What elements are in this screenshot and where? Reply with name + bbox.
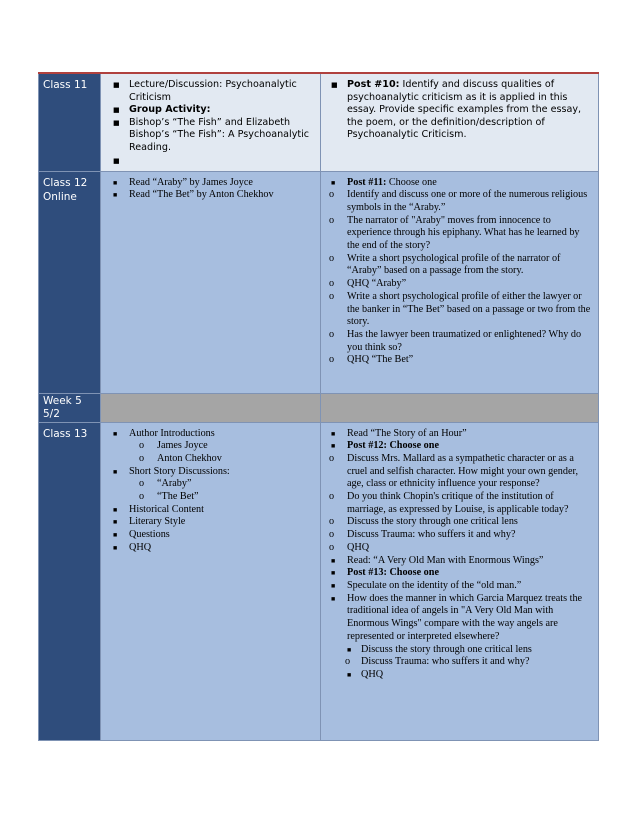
list-item [323, 453, 594, 491]
topics-cell [101, 422, 321, 740]
circle-bullet-icon: o [345, 656, 351, 668]
item-text: How does the manner in which Garcia Marquez treats the traditional idea of angels in "A Very Old Man with Enormous Wings" compare with the way angels are represented or interpreted elsewhere? [347, 592, 583, 642]
square-bullet-icon: ■ [113, 106, 120, 115]
list-item [105, 189, 316, 202]
item-text: Author Introductions [129, 427, 215, 439]
square-bullet-icon: ■ [331, 429, 336, 438]
list-item [323, 428, 594, 441]
square-bullet-icon: ■ [113, 518, 118, 527]
row-label: Class 12 Online [39, 171, 101, 393]
item-text: QHQ [347, 541, 370, 553]
list-item [323, 189, 594, 214]
list-item [105, 504, 316, 517]
list-item [323, 177, 594, 190]
list-item [323, 253, 594, 278]
item-text: QHQ [361, 668, 384, 680]
circle-bullet-icon: o [139, 452, 145, 464]
list-item [105, 529, 316, 542]
list-item [105, 466, 316, 479]
empty-cell [101, 393, 321, 422]
item-text: Do you think Chopin's critique of the institution of marriage, as expressed by Louise, is applicable today? [347, 491, 569, 515]
square-bullet-icon: ■ [113, 156, 120, 165]
list-item [323, 567, 594, 580]
item-text: Read “Araby” by James Joyce [129, 176, 253, 188]
item-text: Post #10: [347, 79, 400, 90]
square-bullet-icon: ■ [113, 505, 118, 514]
square-bullet-icon: ■ [331, 582, 336, 590]
list-item [323, 542, 594, 555]
item-text: James Joyce [157, 440, 208, 452]
item-text: “The Bet” [157, 491, 199, 503]
circle-bullet-icon: o [329, 541, 335, 553]
item-text: Short Story Discussions: [129, 465, 230, 477]
item-text: Write a short psychological profile of either the lawyer or the banker in “The Bet” based on a passage or two from the story. [347, 290, 591, 328]
item-text: Historical Content [129, 503, 204, 515]
topics-cell [101, 73, 321, 171]
circle-bullet-icon: o [329, 491, 335, 503]
list-item [323, 291, 594, 329]
square-bullet-icon: ■ [113, 178, 118, 187]
table-row-class-12 [39, 171, 599, 393]
row-label: Week 5 5/2 [39, 393, 101, 422]
square-bullet-icon: ■ [331, 594, 336, 603]
circle-bullet-icon: o [329, 329, 335, 340]
item-text: Discuss Trauma: who suffers it and why? [347, 529, 516, 541]
list-item [323, 491, 594, 516]
circle-bullet-icon: o [329, 452, 335, 464]
list-item [323, 79, 594, 142]
item-text: Literary Style [129, 516, 186, 528]
square-bullet-icon: ■ [113, 467, 118, 476]
list-item [105, 542, 316, 555]
list-item [323, 656, 594, 669]
circle-bullet-icon: o [329, 189, 335, 201]
table-row-class-11 [39, 73, 599, 171]
square-bullet-icon: ■ [331, 178, 336, 187]
item-text: Discuss the story through one critical lens [347, 516, 518, 528]
circle-bullet-icon: o [329, 278, 335, 290]
list-item [105, 478, 316, 491]
item-text: “Araby” [157, 478, 192, 490]
topics-cell [101, 171, 321, 393]
circle-bullet-icon: o [139, 478, 145, 490]
list-item [105, 79, 316, 104]
table-row-class-13 [39, 422, 599, 740]
assignment-cell [321, 422, 599, 740]
list-item [323, 593, 594, 644]
item-text: Discuss Mrs. Mallard as a sympathetic character or as a cruel and selfish character. How might your own gender, age, class or ethnicity influence your response? [347, 452, 578, 490]
item-text: QHQ “Araby” [347, 278, 407, 290]
square-bullet-icon: ■ [113, 543, 118, 552]
square-bullet-icon: ■ [113, 191, 118, 200]
item-text: Lecture/Discussion: Psychoanalytic Criticism [129, 79, 297, 103]
list-item [323, 516, 594, 529]
square-bullet-icon: ■ [347, 670, 352, 679]
item-text: Post #13: Choose one [347, 567, 439, 579]
item-text: Discuss Trauma: who suffers it and why? [361, 656, 530, 668]
assignment-cell [321, 73, 599, 171]
list-item [323, 644, 594, 657]
item-text: Read: “A Very Old Man with Enormous Wings” [347, 554, 544, 566]
item-text: The narrator of "Araby" moves from innocence to experience through his epiphany. What has he learned by the end of the story? [347, 214, 580, 252]
item-text: Questions [129, 529, 170, 541]
square-bullet-icon: ■ [113, 81, 120, 89]
item-text: Speculate on the identity of the “old man.” [347, 580, 522, 591]
circle-bullet-icon: o [139, 491, 145, 503]
list-item [323, 278, 594, 291]
item-text: Has the lawyer been traumatized or enlightened? Why do you think so? [347, 329, 582, 353]
row-label: Class 11 [39, 73, 101, 171]
circle-bullet-icon: o [329, 354, 335, 366]
circle-bullet-icon: o [329, 214, 335, 226]
item-text: Discuss the story through one critical lens [361, 643, 532, 655]
item-text: Read “The Story of an Hour” [347, 427, 467, 439]
schedule-table [38, 72, 599, 741]
list-item [323, 529, 594, 542]
list-item [323, 440, 594, 453]
table-row-week-5 [39, 393, 599, 422]
list-item [105, 491, 316, 504]
square-bullet-icon: ■ [347, 645, 352, 654]
item-text: Read “The Bet” by Anton Chekhov [129, 189, 274, 201]
list-item [105, 428, 316, 441]
square-bullet-icon: ■ [331, 442, 336, 451]
list-item [105, 117, 316, 155]
empty-cell [321, 393, 599, 422]
item-text: Post #11: [347, 176, 387, 188]
square-bullet-icon: ■ [113, 531, 118, 540]
assignment-cell [321, 171, 599, 393]
circle-bullet-icon: o [329, 529, 335, 541]
row-label: Class 13 [39, 422, 101, 740]
list-item [105, 155, 316, 167]
list-item [323, 329, 594, 354]
circle-bullet-icon: o [329, 516, 335, 528]
list-item [105, 440, 316, 453]
list-item [323, 215, 594, 253]
square-bullet-icon: ■ [331, 569, 336, 578]
item-text-rest: Choose one [386, 176, 437, 188]
square-bullet-icon: ■ [331, 556, 336, 565]
item-text: Identify and discuss one or more of the numerous religious symbols in the “Araby.” [347, 189, 588, 213]
list-item [323, 669, 594, 682]
item-text: Bishop’s “The Fish” and Elizabeth Bishop’s “The Fish”: A Psychoanalytic Reading. [129, 116, 310, 153]
item-text: QHQ “The Bet” [347, 354, 414, 366]
square-bullet-icon: ■ [113, 429, 118, 438]
list-item [105, 104, 316, 117]
item-text: Group Activity: [129, 104, 211, 116]
item-text: QHQ [129, 541, 152, 553]
list-item [105, 177, 316, 190]
list-item [323, 555, 594, 568]
circle-bullet-icon: o [329, 252, 335, 264]
circle-bullet-icon: o [139, 440, 145, 452]
square-bullet-icon: ■ [113, 118, 120, 127]
list-item [323, 580, 594, 593]
list-item [323, 354, 594, 367]
item-text: Post #12: Choose one [347, 440, 439, 452]
item-text-rest: Identify and discuss qualities of psychoanalytic criticism as it is applied in this essay. Provide specific examples from the essay, the poem, or the definition/description of Psychoanalytic Criticism. [347, 79, 582, 141]
item-text: Anton Chekhov [157, 452, 222, 464]
list-item [105, 453, 316, 466]
square-bullet-icon: ■ [331, 81, 338, 89]
list-item [105, 516, 316, 529]
circle-bullet-icon: o [329, 290, 335, 302]
item-text: Write a short psychological profile of the narrator of “Araby” based on a passage from the story. [347, 252, 561, 277]
